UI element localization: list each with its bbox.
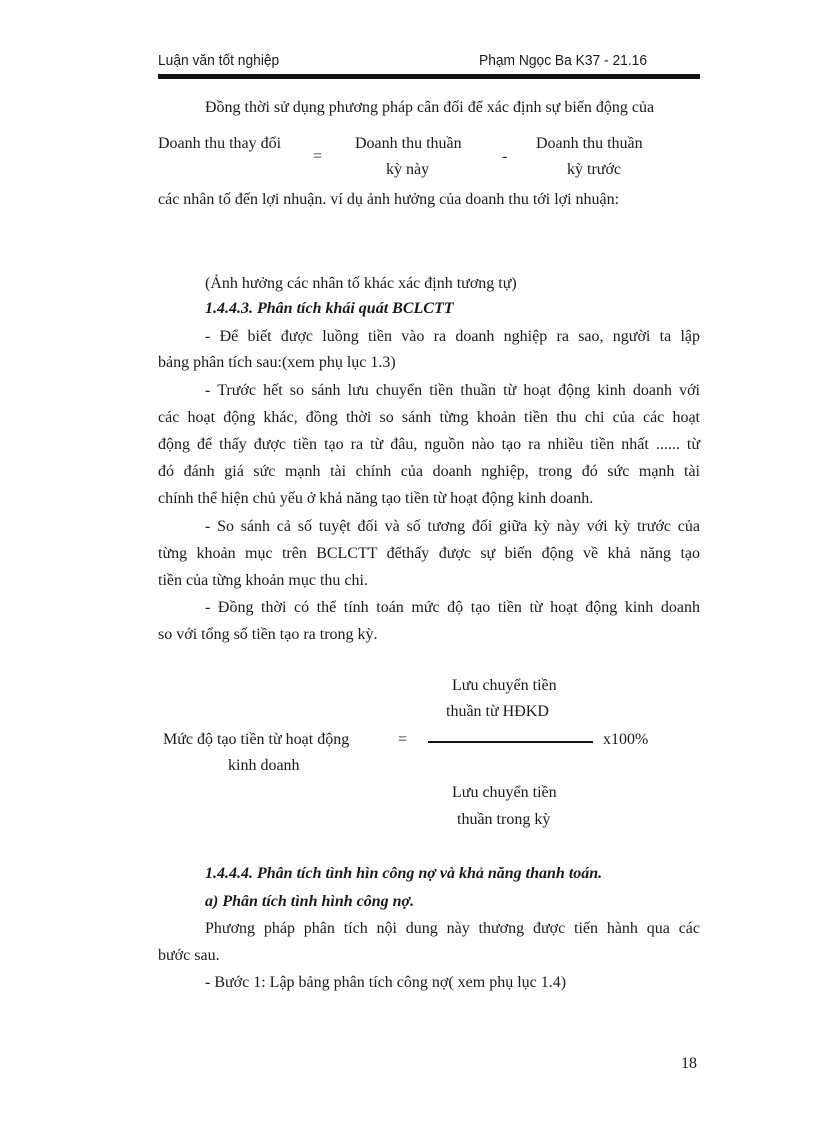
- formula1-term1-line1: Doanh thu thuần: [355, 135, 462, 152]
- formula2-denominator-line1: Lưu chuyển tiền: [452, 784, 557, 801]
- bullet2-line5: chính thể hiện chủ yếu ở khả năng tạo tiền từ hoạt động kinh doanh.: [158, 490, 594, 507]
- bullet3-line3: tiền của từng khoản mục thu chi.: [158, 572, 368, 589]
- paragraph-factors: các nhân tố đến lợi nhuận. ví dụ ảnh hưởng của doanh thu tới lợi nhuận:: [158, 191, 620, 208]
- formula1-minus: -: [502, 148, 508, 165]
- formula1-term2-line1: Doanh thu thuần: [536, 135, 643, 152]
- paragraph-method-line2: bước sau.: [158, 947, 220, 964]
- formula2-numerator-line1: Lưu chuyển tiền: [452, 677, 557, 694]
- step1-text: - Bước 1: Lập bảng phân tích công nợ( xem phụ lục 1.4): [205, 974, 567, 991]
- bullet2-line2: các hoạt động khác, đồng thời so sánh từng khoản tiền thu chi của các hoạt: [158, 409, 700, 426]
- page-number: 18: [681, 1055, 697, 1072]
- formula1-term1-line2: kỳ này: [386, 161, 430, 178]
- bullet2-line3: động để thấy được tiền tạo ra từ đâu, nguồn nào tạo ra nhiều tiền nhất ...... từ: [158, 436, 700, 453]
- bullet4-line2: so với tổng số tiền tạo ra trong kỳ.: [158, 626, 378, 643]
- paragraph-other-factors: (Ảnh hưởng các nhân tố khác xác định tương tự): [205, 275, 517, 292]
- header-rule: [158, 74, 700, 79]
- formula2-equals: =: [398, 731, 408, 748]
- header-left-title: Luận văn tốt nghiệp: [158, 52, 280, 69]
- paragraph-intro: Đồng thời sử dụng phương pháp cân đối để xác định sự biến động của: [205, 99, 655, 116]
- formula2-multiplier: x100%: [603, 731, 649, 748]
- bullet2-line1: - Trước hết so sánh lưu chuyển tiền thuần từ hoạt động kinh doanh với: [205, 382, 700, 399]
- formula2-denominator-line2: thuần trong kỳ: [457, 811, 551, 828]
- formula2-label-line2: kinh doanh: [228, 757, 300, 774]
- bullet4-line1: - Đồng thời có thể tính toán mức độ tạo tiền từ hoạt động kinh doanh: [205, 599, 700, 616]
- bullet1-line2: bảng phân tích sau:(xem phụ lục 1.3): [158, 354, 396, 371]
- section-heading-1-4-4-3: 1.4.4.3. Phân tích khái quát BCLCTT: [205, 300, 454, 317]
- formula2-label-line1: Mức độ tạo tiền từ hoạt động: [163, 731, 350, 748]
- formula1-label: Doanh thu thay đổi: [158, 135, 282, 152]
- formula2-numerator-line2: thuần từ HĐKD: [446, 703, 549, 720]
- bullet2-line4: đó đánh giá sức mạnh tài chính của doanh nghiệp, trong đó sức mạnh tài: [158, 463, 700, 480]
- formula1-term2-line2: kỳ trước: [567, 161, 622, 178]
- bullet3-line1: - So sánh cả số tuyệt đối và số tương đối giữa kỳ này với kỳ trước của: [205, 518, 700, 535]
- formula2-fraction-bar: [428, 741, 593, 743]
- header-right-author: Phạm Ngọc Ba K37 - 21.16: [479, 52, 648, 69]
- subsection-heading-a: a) Phân tích tình hình công nợ.: [205, 893, 415, 910]
- bullet3-line2: từng khoản mục trên BCLCTT đểthấy được sự biến động về khả năng tạo: [158, 545, 700, 562]
- formula1-equals: =: [313, 148, 323, 165]
- section-heading-1-4-4-4: 1.4.4.4. Phân tích tình hìn công nợ và khả năng thanh toán.: [205, 865, 603, 882]
- paragraph-method-line1: Phương pháp phân tích nội dung này thương được tiến hành qua các: [205, 920, 700, 937]
- bullet1-line1: - Để biết được luồng tiền vào ra doanh nghiệp ra sao, người ta lập: [205, 328, 700, 345]
